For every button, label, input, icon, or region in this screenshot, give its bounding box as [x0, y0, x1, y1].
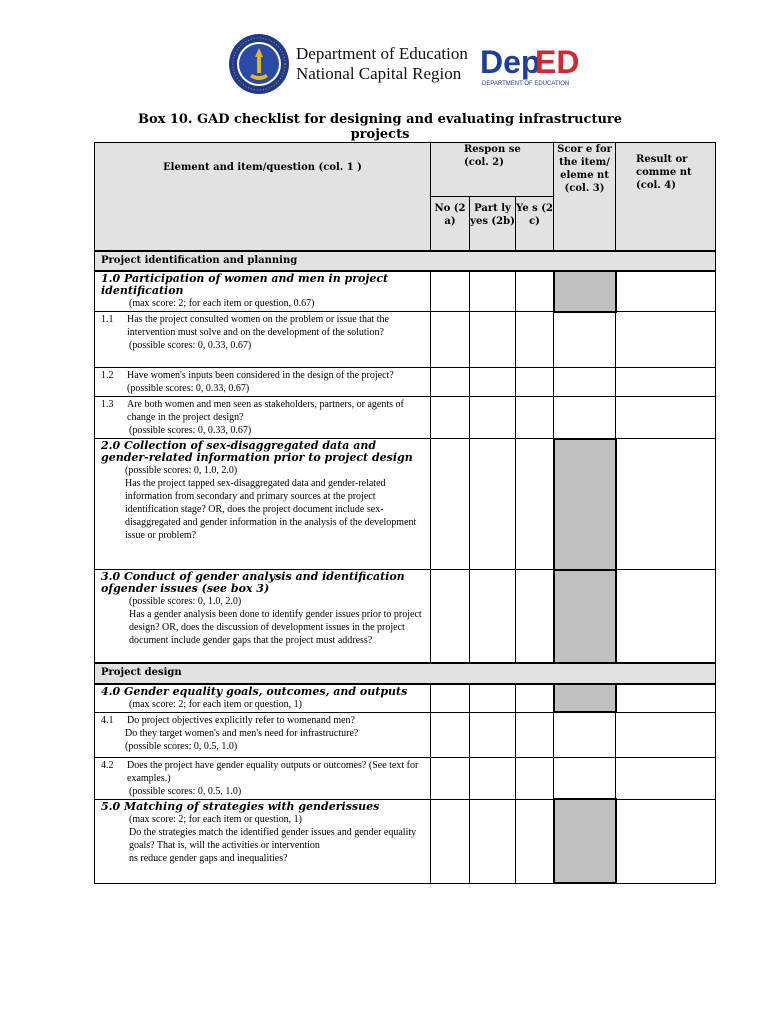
- item-2-0-note: (possible scores: 0, 1.0, 2.0): [125, 465, 238, 476]
- table-row: [95, 757, 716, 799]
- box-title-line-1: Box 10. GAD checklist for designing and evaluating infrastructure: [137, 112, 623, 127]
- header-response-label: Respon se (col. 2): [464, 144, 521, 168]
- item-3-0-text: Has a gender analysis been done to identify gender issues prior to project design? OR, does the discussion of development issues in the project document include gender gaps that the project must address?: [129, 609, 422, 646]
- result-cell[interactable]: [616, 757, 716, 799]
- item-1-1-text: Has the project consulted women on the problem or issue that the intervention must solve and on the development of the solution?: [127, 314, 389, 338]
- header-element: Element and item/question (col. 1 ): [95, 143, 431, 251]
- item-1-1-body: [101, 313, 426, 339]
- table-row: [95, 397, 716, 439]
- response-yes-cell[interactable]: [516, 439, 554, 570]
- item-4-2-body: [101, 759, 426, 785]
- response-yes-cell[interactable]: [516, 799, 554, 883]
- table-row: [95, 368, 716, 397]
- item-1-3-number: 1.3: [101, 399, 114, 410]
- score-cell[interactable]: [554, 712, 616, 757]
- score-cell[interactable]: [554, 312, 616, 368]
- logo-text-ed: ED: [535, 44, 580, 80]
- item-1-2-body: [101, 369, 426, 395]
- score-cell-shaded: [554, 684, 616, 713]
- score-cell-shaded: [554, 799, 616, 883]
- response-partly-cell[interactable]: [470, 397, 516, 439]
- result-cell[interactable]: [616, 799, 716, 883]
- response-yes-cell[interactable]: [516, 271, 554, 312]
- item-3-0-title: 3.0 Conduct of gender analysis and identification ofgender issues (see box 3): [101, 570, 405, 595]
- result-cell[interactable]: [616, 312, 716, 368]
- item-2-0-text: Has the project tapped sex-disaggregated data and gender-related information from secondary and primary sources at the project identification stage? OR, does the project document include sex-disaggregated and gender information in the analysis of the development issue or problem?: [125, 478, 417, 541]
- org-line-1: Department of Education: [296, 44, 468, 63]
- header-result: Result or comme nt (col. 4): [616, 143, 716, 251]
- item-4-1-text-2: Do they target women's and men's need for infrastructure?: [125, 727, 359, 739]
- response-yes-cell[interactable]: [516, 757, 554, 799]
- score-cell-shaded: [554, 439, 616, 570]
- item-5-0: [95, 799, 431, 883]
- item-1-3-note: (possible scores: 0, 0.33, 0.67): [129, 425, 252, 436]
- item-1-0: [95, 271, 431, 312]
- response-partly-cell[interactable]: [470, 799, 516, 883]
- response-yes-cell[interactable]: [516, 368, 554, 397]
- header-score: Scor e for the item/ eleme nt (col. 3): [554, 143, 616, 251]
- response-partly-cell[interactable]: [470, 368, 516, 397]
- result-cell[interactable]: [616, 570, 716, 663]
- table-row: [95, 684, 716, 713]
- item-4-1-note: (possible scores: 0, 0.5, 1.0): [125, 740, 238, 752]
- deped-seal-logo: [228, 33, 290, 95]
- response-no-cell[interactable]: [431, 397, 470, 439]
- item-3-0: [95, 570, 431, 663]
- response-no-cell[interactable]: [431, 271, 470, 312]
- gad-checklist-table: [94, 142, 716, 884]
- item-4-1-text: Do project objectives explicitly refer to womenand men?: [127, 714, 355, 726]
- item-4-2-text: Does the project have gender equality outputs or outcomes? (See text for examples.): [127, 759, 419, 784]
- table-header-row: [95, 143, 716, 197]
- response-no-cell[interactable]: [431, 799, 470, 883]
- response-partly-cell[interactable]: [470, 271, 516, 312]
- response-partly-cell[interactable]: [470, 712, 516, 757]
- header-no: No (2 a): [431, 197, 470, 251]
- response-partly-cell[interactable]: [470, 439, 516, 570]
- item-1-1-number: 1.1: [101, 314, 114, 325]
- box-title: [100, 112, 660, 142]
- item-4-0-title: 4.0 Gender equality goals, outcomes, and outputs: [101, 684, 408, 698]
- page-header: [0, 30, 768, 100]
- section-project-design: Project design: [95, 663, 716, 684]
- logo-text-dep: Dep: [480, 44, 541, 80]
- item-1-1-note: (possible scores: 0, 0.33, 0.67): [129, 340, 252, 351]
- box-title-line-2: projects: [350, 127, 410, 142]
- response-yes-cell[interactable]: [516, 712, 554, 757]
- item-5-0-text-2: ns reduce gender gaps and inequalities?: [129, 852, 288, 864]
- item-1-2-text: Have women's inputs been considered in the design of the project? (possible scores: 0, 0.33, 0.67): [127, 370, 394, 394]
- response-yes-cell[interactable]: [516, 684, 554, 713]
- table-row: [95, 271, 716, 312]
- item-4-2-number: 4.2: [101, 759, 114, 771]
- response-no-cell[interactable]: [431, 712, 470, 757]
- response-yes-cell[interactable]: [516, 570, 554, 663]
- item-4-1-body: [101, 714, 426, 727]
- item-1-2: [95, 368, 431, 397]
- response-partly-cell[interactable]: [470, 312, 516, 368]
- header-yes: Ye s (2 c): [516, 197, 554, 251]
- table-row: [95, 312, 716, 368]
- result-cell[interactable]: [616, 684, 716, 713]
- header-response: [431, 143, 554, 197]
- item-2-0-title: 2.0 Collection of sex-disaggregated data and gender-related information prior to project design: [101, 439, 413, 464]
- section-row: [95, 663, 716, 684]
- logo-subtext: DEPARTMENT OF EDUCATION: [482, 81, 570, 87]
- result-cell[interactable]: [616, 439, 716, 570]
- item-1-1: [95, 312, 431, 368]
- response-no-cell[interactable]: [431, 368, 470, 397]
- item-4-1-number: 4.1: [101, 714, 114, 726]
- section-row: [95, 251, 716, 271]
- item-5-0-title: 5.0 Matching of strategies with genderissues: [101, 799, 380, 813]
- table-row: [95, 439, 716, 570]
- response-partly-cell[interactable]: [470, 757, 516, 799]
- item-1-2-number: 1.2: [101, 370, 114, 381]
- item-3-0-note: (possible scores: 0, 1.0, 2.0): [129, 596, 242, 607]
- result-cell[interactable]: [616, 368, 716, 397]
- result-cell[interactable]: [616, 712, 716, 757]
- score-cell[interactable]: [554, 397, 616, 439]
- response-partly-cell[interactable]: [470, 570, 516, 663]
- table-row: [95, 712, 716, 757]
- item-4-0-note: (max score: 2; for each item or question, 1): [129, 698, 302, 710]
- response-no-cell[interactable]: [431, 439, 470, 570]
- item-2-0: [95, 439, 431, 570]
- response-partly-cell[interactable]: [470, 684, 516, 713]
- item-1-0-note: (max score: 2; for each item or question, 0.67): [129, 297, 315, 309]
- result-cell[interactable]: [616, 397, 716, 439]
- score-cell-shaded: [554, 570, 616, 663]
- item-4-0: [95, 684, 431, 713]
- table-row: [95, 570, 716, 663]
- item-4-2: [95, 757, 431, 799]
- item-5-0-note: (max score: 2; for each item or question, 1): [129, 813, 302, 825]
- response-yes-cell[interactable]: [516, 397, 554, 439]
- section-project-identification: Project identification and planning: [95, 251, 716, 271]
- item-5-0-text: Do the strategies match the identified gender issues and gender equality goals? That is, will the activities or intervention: [129, 826, 417, 851]
- org-line-2: National Capital Region: [296, 64, 462, 83]
- organization-name: [296, 44, 468, 84]
- item-1-3: [95, 397, 431, 439]
- item-1-3-body: [101, 398, 426, 424]
- item-4-2-note: (possible scores: 0, 0.5, 1.0): [129, 785, 242, 797]
- result-cell[interactable]: [616, 271, 716, 312]
- score-cell[interactable]: [554, 368, 616, 397]
- score-cell-shaded: [554, 271, 616, 312]
- response-no-cell[interactable]: [431, 570, 470, 663]
- item-1-0-title: 1.0 Participation of women and men in project identification: [101, 271, 389, 297]
- score-cell[interactable]: [554, 757, 616, 799]
- response-no-cell[interactable]: [431, 684, 470, 713]
- response-no-cell[interactable]: [431, 312, 470, 368]
- table-row: [95, 799, 716, 883]
- item-1-3-text: Are both women and men seen as stakeholders, partners, or agents of change in the project design?: [127, 399, 404, 423]
- item-4-1: [95, 712, 431, 757]
- deped-wordmark-logo: [480, 40, 582, 88]
- response-no-cell[interactable]: [431, 757, 470, 799]
- response-yes-cell[interactable]: [516, 312, 554, 368]
- header-partly-yes: Part ly yes (2b): [470, 197, 516, 251]
